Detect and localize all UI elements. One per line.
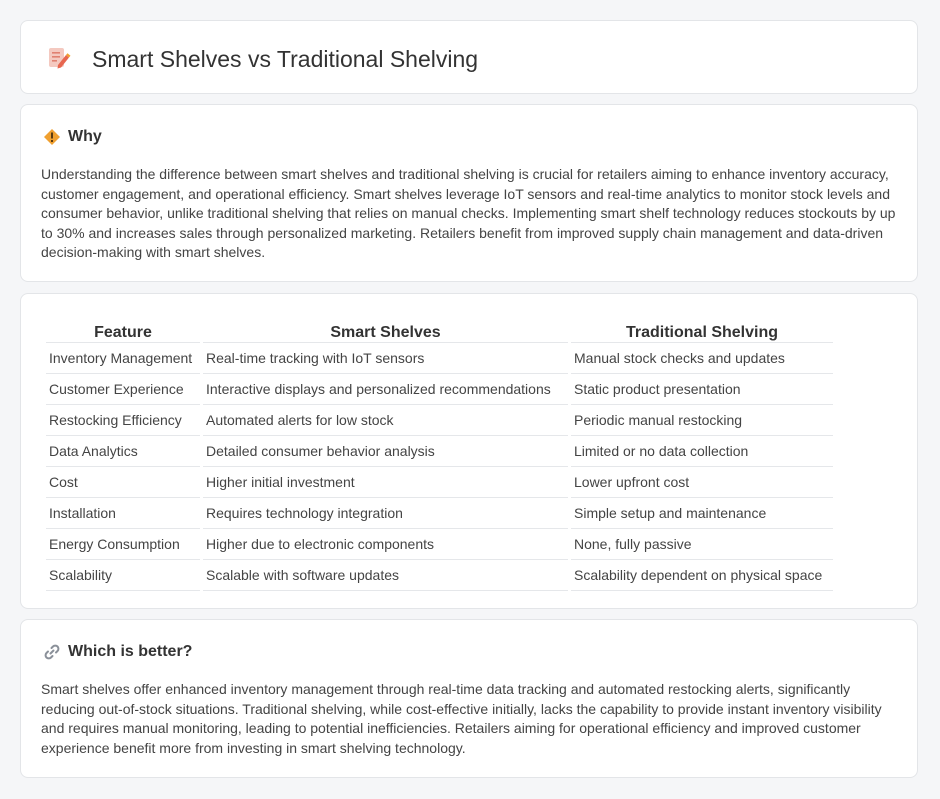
why-heading-row [43, 127, 102, 147]
column-header-traditional-shelving: Traditional Shelving [625, 324, 779, 341]
diamond-sign-icon [43, 128, 61, 146]
why-text: Understanding the difference between smart shelves and traditional shelving is crucial for retailers aiming to enhance inventory accuracy, customer engagement, and operational efficiency. Smart shelves leverage IoT sensors and real-time analytics to monitor stock levels and consumer behavior, unlike traditional shelving that relies on manual checks. Implementing smart shelf technology reduces stockouts by up to 30% and increases sales through personalized marketing. Retailers benefit from improved supply chain management and data-driven decision-making with smart shelves. [41, 166, 896, 260]
table-header-row [46, 314, 833, 342]
table-cell: Customer Experience [46, 374, 200, 405]
table-cell: Static product presentation [571, 374, 833, 405]
better-heading: Which is better? [68, 643, 193, 660]
table-cell: Higher initial investment [203, 467, 568, 498]
table-cell: Automated alerts for low stock [203, 405, 568, 436]
table-cell: Restocking Efficiency [46, 405, 200, 436]
table-row [46, 374, 833, 405]
table-cell: Detailed consumer behavior analysis [203, 436, 568, 467]
table-cell: Periodic manual restocking [571, 405, 833, 436]
table-row [46, 342, 833, 374]
table-cell: Higher due to electronic components [203, 529, 568, 560]
better-heading-row [43, 642, 192, 662]
table-row [46, 467, 833, 498]
table-row [46, 405, 833, 436]
table-row [46, 436, 833, 467]
table-cell: Energy Consumption [46, 529, 200, 560]
table-cell: Scalability [46, 560, 200, 591]
table-cell: Limited or no data collection [571, 436, 833, 467]
table-row [46, 560, 833, 591]
table-cell: Inventory Management [46, 342, 200, 374]
header-card [20, 20, 918, 94]
column-header-smart-shelves: Smart Shelves [330, 324, 441, 341]
table-cell: Interactive displays and personalized recommendations [203, 374, 568, 405]
comparison-table-card [20, 293, 918, 609]
table-cell: Manual stock checks and updates [571, 342, 833, 374]
table-cell: None, fully passive [571, 529, 833, 560]
document-pencil-icon [45, 45, 71, 71]
table-cell: Requires technology integration [203, 498, 568, 529]
link-icon [43, 643, 61, 661]
which-is-better-section [20, 619, 918, 778]
table-cell: Lower upfront cost [571, 467, 833, 498]
column-header-feature: Feature [94, 324, 152, 341]
comparison-table [43, 314, 836, 591]
table-row [46, 498, 833, 529]
table-cell: Real-time tracking with IoT sensors [203, 342, 568, 374]
table-cell: Data Analytics [46, 436, 200, 467]
table-cell: Cost [46, 467, 200, 498]
table-cell: Simple setup and maintenance [571, 498, 833, 529]
better-text: Smart shelves offer enhanced inventory management through real-time data tracking and automated restocking alerts, significantly reducing out-of-stock situations. Traditional shelving, while cost-effective initially, lacks the capability to provide instant inventory visibility and requires manual monitoring, leading to potential inefficiencies. Retailers aiming for operational efficiency and improved customer experience benefit more from investing in smart shelving technology. [41, 681, 882, 756]
table-cell: Scalable with software updates [203, 560, 568, 591]
why-section [20, 104, 918, 282]
table-cell: Scalability dependent on physical space [571, 560, 833, 591]
page-title: Smart Shelves vs Traditional Shelving [92, 46, 479, 72]
table-row [46, 529, 833, 560]
why-heading: Why [68, 128, 102, 145]
table-cell: Installation [46, 498, 200, 529]
